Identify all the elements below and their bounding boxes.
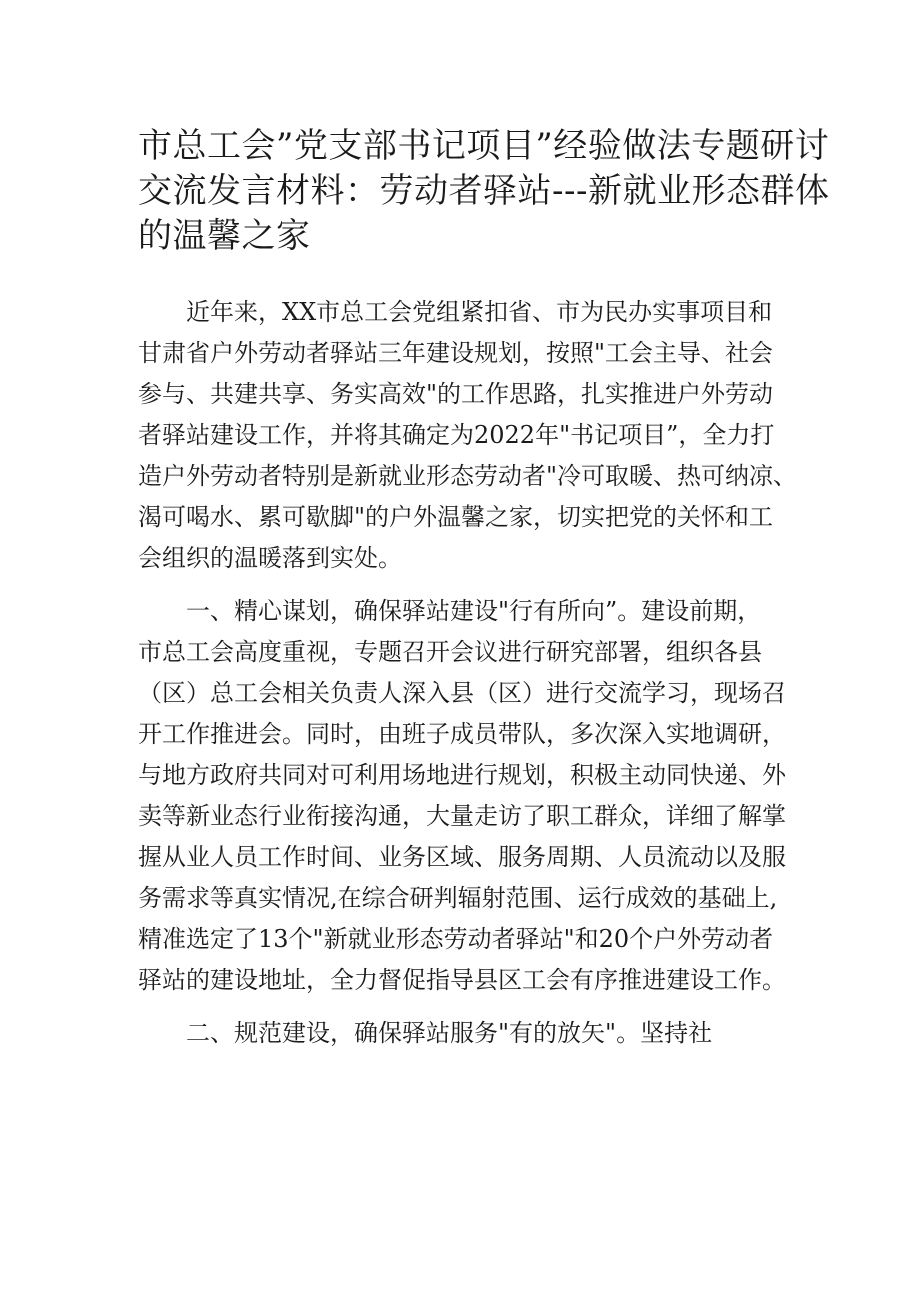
document-body <box>138 292 810 1066</box>
text-line: 甘肃省户外劳动者驿站三年建设规划，按照"工会主导、社会 <box>138 339 774 367</box>
text-line: 务需求等真实情况,在综合研判辐射范围、运行成效的基础上, <box>138 884 778 912</box>
text-line: 造户外劳动者特别是新就业形态劳动者"冷可取暖、热可纳凉、 <box>138 462 798 490</box>
text-line: 者驿站建设工作，并将其确定为2022年"书记项目”，全力打 <box>138 421 775 449</box>
text-line: 与地方政府共同对可利用场地进行规划，积极主动同快递、外 <box>138 761 786 789</box>
text-line: 会组织的温暖落到实处。 <box>138 544 402 572</box>
text-line: 二、规范建设，确保驿站服务"有的放矢"。坚持社 <box>186 1019 713 1047</box>
title-line: 的温馨之家 <box>138 216 311 256</box>
text-line: 渴可喝水、累可歇脚"的户外温馨之家，切实把党的关怀和工 <box>138 503 774 531</box>
paragraph-intro <box>138 292 810 579</box>
document-title <box>138 124 830 259</box>
text-line: 驿站的建设地址，全力督促指导县区工会有序推进建设工作。 <box>138 966 786 994</box>
text-line: （区）总工会相关负责人深入县（区）进行交流学习，现场召 <box>138 679 786 707</box>
text-line: 精准选定了13个"新就业形态劳动者驿站"和20个户外劳动者 <box>138 925 774 953</box>
title-line: 交流发言材料：劳动者驿站---新就业形态群体 <box>138 171 830 211</box>
title-line: 市总工会”党支部书记项目”经验做法专题研讨 <box>138 126 830 166</box>
text-line: 市总工会高度重视，专题召开会议进行研究部署，组织各县 <box>138 638 762 666</box>
text-line: 卖等新业态行业衔接沟通，大量走访了职工群众，详细了解掌 <box>138 802 786 830</box>
paragraph-section-two <box>138 1013 810 1054</box>
paragraph-section-one <box>138 591 810 1001</box>
text-line: 一、精心谋划，确保驿站建设"行有所向”。建设前期， <box>186 597 762 625</box>
text-line: 参与、共建共享、务实高效"的工作思路，扎实推进户外劳动 <box>138 380 774 408</box>
text-line: 开工作推进会。同时，由班子成员带队，多次深入实地调研， <box>138 720 786 748</box>
text-line: 近年来，XX市总工会党组紧扣省、市为民办实事项目和 <box>186 298 773 326</box>
text-line: 握从业人员工作时间、业务区域、服务周期、人员流动以及服 <box>138 843 786 871</box>
